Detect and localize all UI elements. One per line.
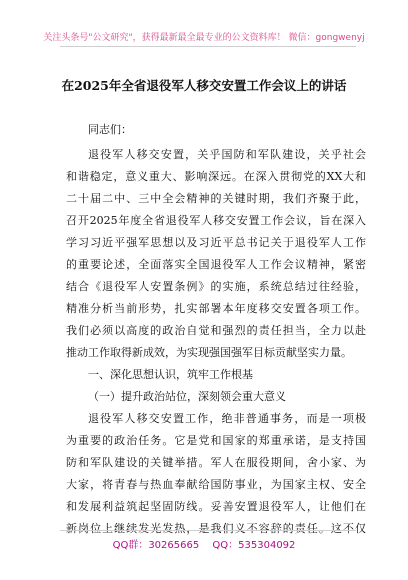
paragraph-line: 二十届二中、三中全会精神的关键时期，我们齐聚于此，: [66, 192, 366, 205]
greeting: 同志们：: [88, 123, 132, 136]
paragraph-line: 为重要的政治任务。它是党和国家的郑重承诺，是支持国: [66, 434, 366, 447]
paragraph-line: 学习习近平强军思想以及习近平总书记关于退役军人工作: [66, 236, 366, 249]
subsection-heading: （一）提升政治站位，深刻领会重大意义: [88, 390, 286, 403]
paragraph-line: 召开2025年度全省退役军人移交安置工作会议，旨在深入: [66, 214, 366, 227]
header-note: 关注头条号"公文研究"，获得最新最全最专业的公文资料库！ 微信：gongwenyj: [43, 33, 365, 43]
paragraph-line: 精准分析当前形势，扎实部署本年度移交安置各项工作。: [66, 302, 366, 315]
document-title: 在2025年全省退役军人移交安置工作会议上的讲话: [61, 78, 347, 93]
paragraph-line: 推动工作取得新成效，为实现强国强军目标贡献坚实力量。: [66, 346, 352, 359]
footer-note: QQ群：30265665 QQ：535304092: [112, 540, 296, 551]
header-divider: [60, 46, 356, 47]
paragraph-line: 和谐稳定，意义重大、影响深远。在深入贯彻党的XX大和: [66, 170, 366, 183]
paragraph-line: 退役军人移交安置工作，绝非普通事务，而是一项极: [88, 412, 366, 425]
paragraph-1: [66, 144, 366, 540]
paragraph-line: 结合《退役军人安置条例》的实施，系统总结过往经验，: [66, 280, 366, 293]
paragraph-line: 我们必须以高度的政治自觉和强烈的责任担当，全力以赴: [66, 324, 366, 337]
section-heading: 一、深化思想认识，筑牢工作根基: [88, 368, 253, 381]
paragraph-line: 防和军队建设的关键举措。军人在服役期间，舍小家、为: [66, 456, 366, 469]
footer-divider: [60, 530, 356, 531]
paragraph-line: 退役军人移交安置，关乎国防和军队建设，关乎社会: [88, 148, 366, 161]
paragraph-line: 新岗位上继续发光发热，是我们义不容辞的责任。这不仅: [66, 522, 366, 535]
paragraph-line: 大家，将青春与热血奉献给国防事业，为国家主权、安全: [66, 478, 366, 491]
paragraph-line: 和发展利益筑起坚固防线。妥善安置退役军人，让他们在: [66, 500, 366, 513]
paragraph-line: 的重要论述，全面落实全国退役军人工作会议精神，紧密: [66, 258, 366, 271]
